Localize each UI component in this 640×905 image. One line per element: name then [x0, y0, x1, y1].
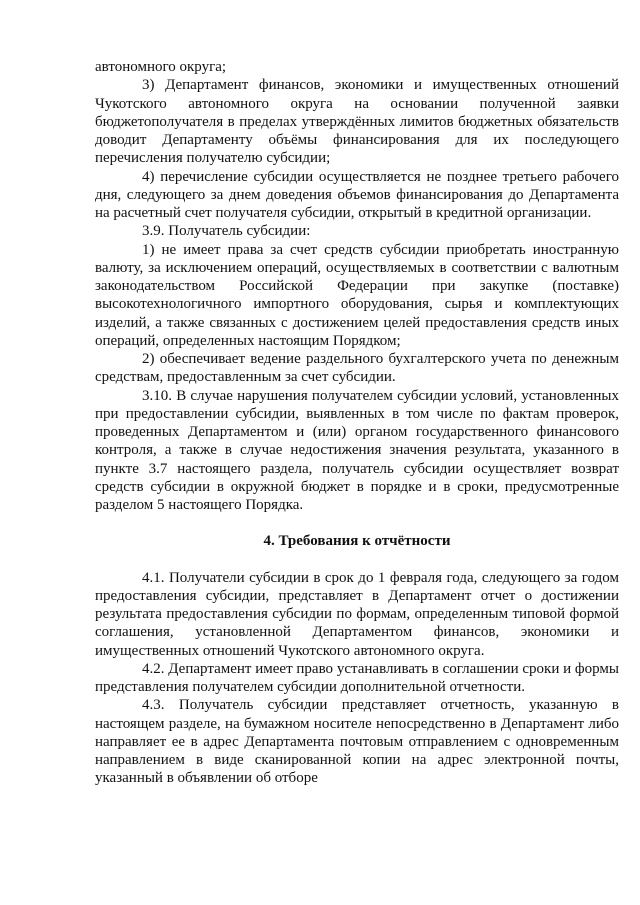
paragraph-item-4: 4) перечисление субсидии осуществляется не позднее третьего рабочего дня, следующего за днем доведения объемов финансирования до Департамента на расчетный счет получателя субсидии, открытый в кредитной организации.: [95, 168, 619, 221]
paragraph-3-10: 3.10. В случае нарушения получателем субсидии условий, установленных при предоставлении субсидии, выявленных в том числе по фактам проверок, проведенных Департаментом и (или) органом государственного финансового контроля, а также в случае недостижения значения результата, указанного в пункте 3.7 настоящего раздела, получатель субсидии осуществляет возврат средств субсидии в окружной бюджет в порядке и в сроки, предусмотренные разделом 5 настоящего Порядка.: [95, 387, 619, 513]
paragraph-continuation: автономного округа;: [95, 59, 227, 75]
paragraph-4-3: 4.3. Получатель субсидии представляет отчетность, указанную в настоящем разделе, на бумажном носителе непосредственно в Департамент либо направляет ее в адрес Департамента почтовым отправлением с одновременным направлением в виде сканированной копии на адрес электронной почты, указанный в объявлении об отборе: [95, 697, 619, 787]
paragraph-3-9: 3.9. Получатель субсидии:: [142, 223, 311, 240]
document-page: [95, 58, 619, 788]
paragraph-3-9-item-1: 1) не имеет права за счет средств субсидии приобретать иностранную валюту, за исключением операций, осуществляемых в соответствии с валютным законодательством Российской Федерации при закупке (поставке) высокотехнологичного импортного оборудования, сырья и комплектующих изделий, а также связанных с достижением целей предоставления средств иных операций, определенных настоящим Порядком;: [95, 241, 619, 349]
paragraph-4-2: 4.2. Департамент имеет право устанавливать в соглашении сроки и формы представления получателем субсидии дополнительной отчетности.: [95, 660, 619, 695]
paragraph-item-3: 3) Департамент финансов, экономики и имущественных отношений Чукотского автономного округа на основании полученной заявки бюджетополучателя в пределах утверждённых лимитов бюджетных обязательств доводит Департаменту объёмы финансирования для их последующего перечисления получателю субсидии;: [95, 77, 619, 167]
paragraph-3-9-item-2: 2) обеспечивает ведение раздельного бухгалтерского учета по денежным средствам, предоставленным за счет субсидии.: [95, 351, 619, 386]
paragraph-4-1: 4.1. Получатели субсидии в срок до 1 февраля года, следующего за годом предоставления субсидии, представляет в Департамент отчет о достижении результата предоставления субсидии по формам, определенным типовой формой соглашения, установленной Департаментом финансов, экономики и имущественных отношений Чукотского автономного округа.: [95, 569, 619, 659]
section-heading: 4. Требования к отчётности: [263, 533, 451, 550]
